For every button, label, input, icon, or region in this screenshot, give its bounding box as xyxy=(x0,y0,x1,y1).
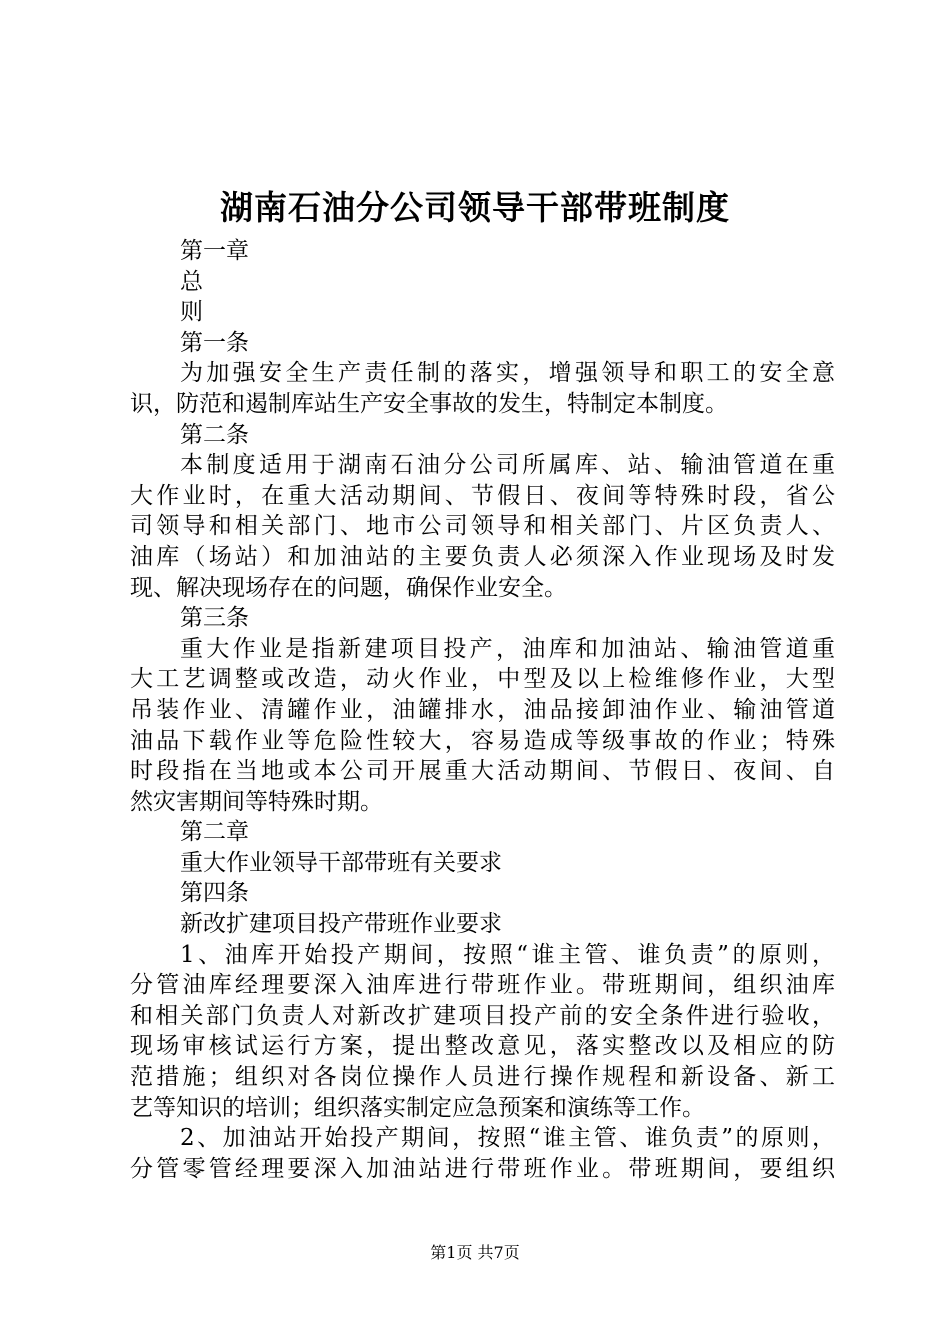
text-line: 艺等知识的培训；组织落实制定应急预案和演练等工作。 xyxy=(130,1094,705,1121)
document-body xyxy=(130,236,835,1184)
text-line: 则 xyxy=(180,299,203,326)
text-line: 为加强安全生产责任制的落实，增强领导和职工的安全意 xyxy=(180,360,835,387)
text-line: 司领导和相关部门、地市公司领导和相关部门、片区负责人、 xyxy=(130,513,835,540)
text-line: 大工艺调整或改造，动火作业，中型及以上检维修作业，大型 xyxy=(130,666,835,693)
text-line: 分管油库经理要深入油库进行带班作业。带班期间，组织油库 xyxy=(130,972,835,999)
text-line: 新改扩建项目投产带班作业要求 xyxy=(180,911,502,938)
text-line: 油品下载作业等危险性较大，容易造成等级事故的作业；特殊 xyxy=(130,727,835,754)
text-line: 油库（场站）和加油站的主要负责人必须深入作业现场及时发 xyxy=(130,543,835,570)
text-line: 大作业时，在重大活动期间、节假日、夜间等特殊时段，省公 xyxy=(130,482,835,509)
text-line: 2、加油站开始投产期间，按照“谁主管、谁负责”的原则， xyxy=(180,1125,835,1152)
text-line: 第一章 xyxy=(180,238,249,264)
text-line: 重大作业领导干部带班有关要求 xyxy=(180,849,502,876)
text-line: 第二条 xyxy=(180,421,249,448)
text-line: 本制度适用于湖南石油分公司所属库、站、输油管道在重 xyxy=(180,452,835,479)
text-line: 1、油库开始投产期间，按照“谁主管、谁负责”的原则， xyxy=(180,941,835,968)
text-line: 第一条 xyxy=(180,329,249,356)
text-line: 重大作业是指新建项目投产，油库和加油站、输油管道重 xyxy=(180,635,835,662)
text-line: 第二章 xyxy=(180,819,249,846)
text-line: 第三条 xyxy=(180,605,249,632)
text-line: 识，防范和遏制库站生产安全事故的发生，特制定本制度。 xyxy=(130,390,728,417)
text-line: 第四条 xyxy=(180,880,249,907)
page-footer: 第1页 共7页 xyxy=(430,1243,520,1262)
text-line: 总 xyxy=(180,268,203,295)
text-line: 现场审核试运行方案，提出整改意见，落实整改以及相应的防 xyxy=(130,1033,835,1060)
text-line: 分管零管经理要深入加油站进行带班作业。带班期间，要组织 xyxy=(130,1155,835,1182)
text-line: 时段指在当地或本公司开展重大活动期间、节假日、夜间、自 xyxy=(130,758,835,785)
text-line: 吊装作业、清罐作业，油罐排水，油品接卸油作业、输油管道 xyxy=(130,696,835,723)
text-line: 现、解决现场存在的问题，确保作业安全。 xyxy=(130,574,567,601)
text-line: 范措施；组织对各岗位操作人员进行操作规程和新设备、新工 xyxy=(130,1064,835,1091)
text-line: 然灾害期间等特殊时期。 xyxy=(130,788,383,815)
page-title: 湖南石油分公司领导干部带班制度 xyxy=(220,188,730,227)
text-line: 和相关部门负责人对新改扩建项目投产前的安全条件进行验收， xyxy=(130,1002,835,1029)
